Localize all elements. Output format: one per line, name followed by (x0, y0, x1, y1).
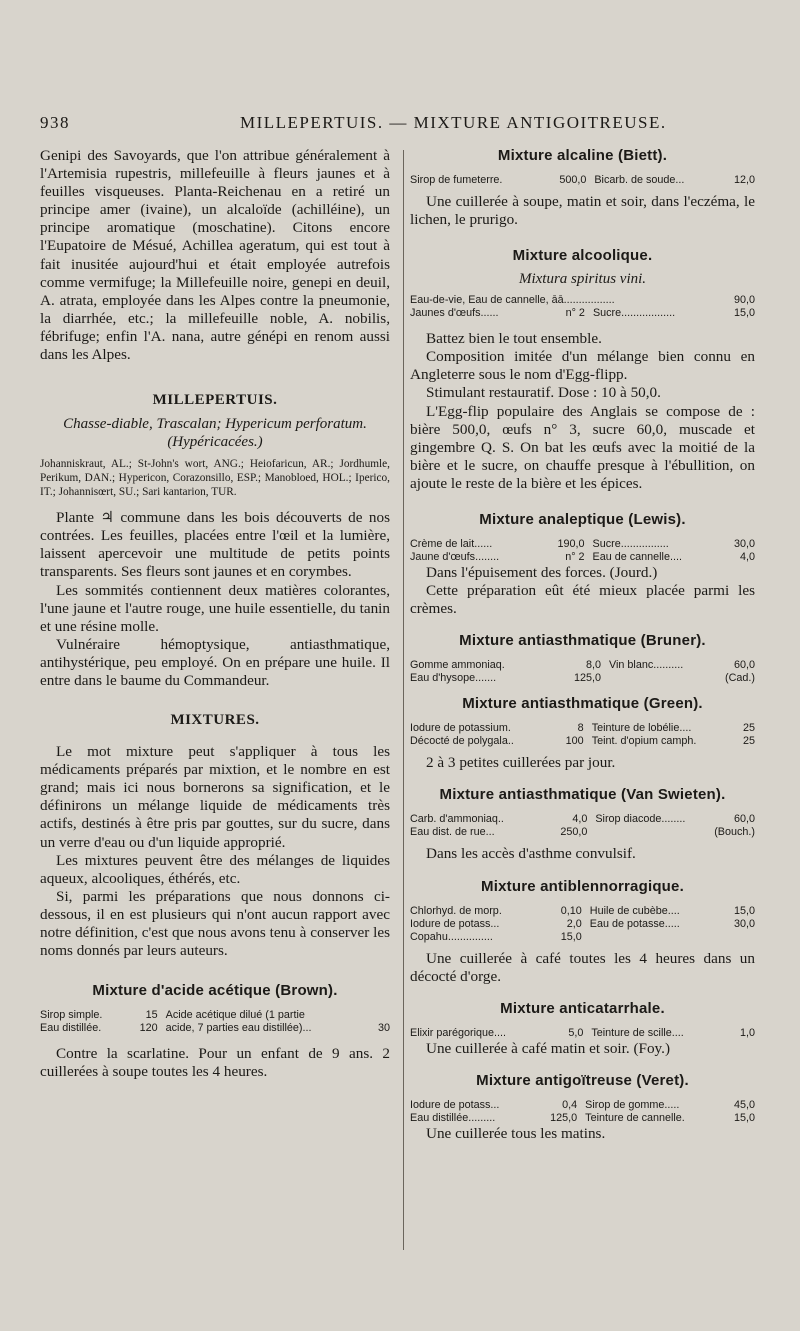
ingredient-cell: Huile de cubèbe.... (589, 904, 680, 917)
alcoolique-heading: Mixture alcoolique. (512, 247, 653, 265)
quantity-cell: 100 (565, 735, 584, 748)
ingredient-cell: Iodure de potass... (410, 1098, 500, 1111)
ingredient-cell: Décocté de polygala.. (410, 735, 514, 748)
ingredient-cell: Chlorhyd. de morp. (410, 904, 502, 917)
alcoolique-dose: Stimulant restauratif. Dose : 10 à 50,0. (426, 384, 661, 402)
recipe-row (410, 826, 755, 839)
alcoolique-origin: Composition imitée d'un mélange bien connu en Angleterre sous le nom d'Egg-flipp. (410, 348, 755, 384)
alcoolique-subtitle: Mixtura spiritus vini. (518, 271, 647, 288)
ingredient-cell: Acide acétique dilué (1 partie (165, 1009, 305, 1022)
acetique-heading: Mixture d'acide acétique (Brown). (92, 982, 338, 1000)
ingredient-cell: Eau de potasse..... (589, 917, 680, 930)
antiblennorragique-usage: Une cuillerée à café toutes les 4 heures dans un décocté d'orge. (410, 949, 755, 985)
quantity-cell: n° 2 (565, 307, 585, 320)
ingredient-cell: Jaunes d'œufs...... (410, 307, 499, 320)
ingredient-cell: Sirop de fumeterre. (410, 174, 503, 186)
quantity-cell: 90,0 (733, 294, 755, 307)
quantity-cell: 15 (145, 1009, 158, 1022)
recipe-row (410, 672, 755, 685)
ingredient-cell: Eau dist. de rue... (410, 826, 495, 839)
recipe-row (40, 1009, 390, 1022)
ingredient-cell: Eau d'hysope....... (410, 672, 497, 685)
acetique-usage: Contre la scarlatine. Pour un enfant de 9 ans. 2 cuillerées à soupe toutes les 4 heures. (40, 1045, 390, 1081)
recipe-row (410, 538, 755, 551)
millepertuis-uses: Vulnéraire hémoptysique, antiasthmatique, antihystérique, peu employé. On en prépare une huile. Il entre dans le baume du Commandeur. (40, 635, 390, 689)
alcoolique-egg-flip: L'Egg-flip populaire des Anglais se compose de : bière 500,0, œufs n° 3, sucre 60,0, muscade et gingembre Q. S. On bat les œufs avec la moitié de la bière et le sucre, on chauffe presque à l'ébullition, on ajoute le reste de la bière et les épices. (410, 402, 755, 492)
millepertuis-description: Plante ♃ commune dans les bois découverts de nos contrées. Les feuilles, placées entre l'œil et la lumière, laissent apercevoir une multitude de petits points transparents. Ses fleurs sont jaunes et en corymbes. (40, 509, 390, 581)
ingredient-cell: acide, 7 parties eau distillée)... (165, 1022, 312, 1035)
recipe-row (410, 294, 755, 307)
recipe-row (410, 659, 755, 672)
swieten-usage: Dans les accès d'asthme convulsif. (426, 845, 636, 863)
recipe-row (410, 813, 755, 826)
ingredient-cell: Sucre................ (592, 538, 669, 551)
recipe-row (410, 307, 755, 320)
ingredient-cell: Eau de cannelle.... (592, 551, 682, 564)
ingredient-cell: Jaune d'œufs........ (410, 551, 500, 564)
recipe-row (410, 931, 755, 944)
antigoitreuse-usage: Une cuillerée tous les matins. (426, 1124, 606, 1142)
recipe-row (410, 1112, 755, 1125)
recipe-row (410, 905, 755, 918)
mixtures-kinds: Les mixtures peuvent être des mélanges de liquides aqueux, alcooliques, éthérés, etc. (40, 851, 390, 887)
ingredient-cell: Sirop simple. (40, 1009, 103, 1022)
quantity-cell: 15,0 (733, 307, 755, 320)
ingredient-cell: Eau distillée. (40, 1022, 102, 1035)
page-number: 938 (40, 113, 70, 132)
millepertuis-synonyms: Johanniskraut, AL.; St-John's wort, ANG.; Heiofaricun, AR.; Jordhumle, Perikum, DAN.; Hypericon, Corazonsillo, ESP.; Manobloed, HOL.; Iperico, IT.; Johannisœrt, SU.; Sari kantarion, TUR. (40, 458, 390, 499)
quantity-cell: 125,0 (550, 1111, 578, 1124)
alcoolique-recipe-table (410, 294, 755, 320)
ingredient-cell: Iodure de potassium. (410, 722, 511, 735)
quantity-cell: 60,0 (733, 813, 755, 826)
alcoolique-instruction: Battez bien le tout ensemble. (426, 330, 602, 348)
quantity-cell: 25 (742, 722, 755, 735)
bruner-recipe-table (410, 659, 755, 685)
mixtures-heading: MIXTURES. (170, 712, 260, 729)
swieten-heading: Mixture antiasthmatique (Van Swieten). (439, 786, 726, 804)
ingredient-cell: Sucre.................. (592, 307, 676, 320)
page-title: MILLEPERTUIS. — MIXTURE ANTIGOITREUSE. (240, 113, 667, 132)
mixtures-definition: Le mot mixture peut s'appliquer à tous les médicaments préparés par mixtion, et le nombre en est grand; mais ici nous bornerons sa signification, et le définirons un mélange liquide de médicaments très actifs, destinés à être pris par gouttes, sur du sucre, dans un verre d'eau ou d'un liquide approprié. (40, 743, 390, 851)
ingredient-cell: Elixir parégorique.... (410, 1026, 507, 1039)
ingredient-cell: Copahu............... (410, 930, 493, 943)
antiblennorragique-recipe-table (410, 905, 755, 944)
alcaline-heading: Mixture alcaline (Biett). (497, 147, 668, 164)
author-cell: (Bouch.) (714, 826, 755, 839)
quantity-cell: 4,0 (572, 813, 588, 826)
ingredient-cell: Bicarb. de soude... (594, 174, 685, 186)
ingredient-cell: Sirop de gomme..... (585, 1098, 680, 1111)
genepi-paragraph: Genipi des Savoyards, que l'on attribue généralement à l'Artemisia rupestris, millefeuille à fleurs jaunes et à feuilles visqueuses. Planta-Reichenau en a retiré un principe amer (ivaine), un alcaloïde (achilléine), un principe aromatique (moschatine). Citons encore l'Eupatoire de Mésué, Achillea ageratum, qui est tout à fait inusitée aujourd'hui et était employée autrefois comme vermifuge; la Millefeuille noire, genepi en deuil, A. atrata, employée dans les Alpes contre la pneumonie, la diarrhée, etc.; la millefeuille noble, A. nobilis, fébrifuge; enfin l'A. nana, autre génépi en renom aussi dans les Alpes. (40, 147, 390, 364)
quantity-cell: 12,0 (733, 174, 755, 186)
analeptique-usage: Dans l'épuisement des forces. (Jourd.) (426, 564, 658, 582)
antigoitreuse-recipe-table (410, 1099, 755, 1125)
alcaline-recipe-table (410, 174, 755, 187)
quantity-cell: 190,0 (557, 538, 585, 551)
quantity-cell: 15,0 (733, 904, 755, 917)
anticatarrhale-heading: Mixture anticatarrhale. (500, 999, 665, 1017)
quantity-cell: 25 (742, 735, 755, 748)
running-head (40, 113, 760, 137)
ingredient-cell: Eau distillée......... (410, 1111, 496, 1124)
ingredient-cell: Eau-de-vie, Eau de cannelle, āā................. (410, 294, 615, 307)
quantity-cell: 1,0 (739, 1026, 755, 1039)
quantity-cell: 0,10 (560, 904, 582, 917)
anticatarrhale-recipe-table (410, 1027, 755, 1040)
ingredient-cell: Teinture de cannelle. (585, 1111, 685, 1124)
millepertuis-composition: Les sommités contiennent deux matières colorantes, l'une jaune et l'autre rouge, une huile essentielle, du tanin et une résine molle. (40, 581, 390, 635)
analeptique-heading: Mixture analeptique (Lewis). (479, 511, 686, 529)
green-usage: 2 à 3 petites cuillerées par jour. (426, 754, 616, 772)
alcaline-usage: Une cuillerée à soupe, matin et soir, dans l'eczéma, le lichen, le prurigo. (410, 193, 755, 229)
analeptique-note: Cette préparation eût été mieux placée parmi les crèmes. (410, 582, 755, 618)
quantity-cell: 2,0 (566, 917, 582, 930)
quantity-cell: 4,0 (739, 551, 755, 564)
millepertuis-subtitle: Chasse-diable, Trascalan; Hypericum perforatum. (Hypéricacées.) (63, 416, 367, 451)
ingredient-cell: Iodure de potass... (410, 917, 500, 930)
analeptique-recipe-table (410, 538, 755, 564)
quantity-cell: 125,0 (573, 672, 602, 685)
quantity-cell: 60,0 (733, 659, 755, 672)
recipe-row (410, 918, 755, 931)
green-recipe-table (410, 722, 755, 748)
mixtures-note: Si, parmi les préparations que nous donnons ci-dessous, il en est plusieurs qui n'ont aucun rapport avec notre définition, c'est que nous avons tenu à conserver les noms donnés par leurs auteurs. (40, 887, 390, 960)
quantity-cell: 15,0 (733, 1111, 755, 1124)
green-heading: Mixture antiasthmatique (Green). (462, 695, 703, 713)
recipe-row (410, 551, 755, 564)
column-divider (403, 150, 404, 1250)
antigoitreuse-heading: Mixture antigoïtreuse (Veret). (476, 1071, 689, 1089)
ingredient-cell: Carb. d'ammoniaq.. (410, 813, 504, 826)
recipe-row (410, 722, 755, 735)
quantity-cell: 8 (577, 722, 584, 735)
ingredient-cell: Teint. d'opium camph. (591, 735, 697, 748)
quantity-cell: 8,0 (586, 659, 602, 672)
acetique-recipe-table (40, 1009, 390, 1035)
ingredient-cell: Teinture de scille.... (591, 1026, 684, 1039)
recipe-row (410, 735, 755, 748)
quantity-cell: 250,0 (560, 826, 588, 839)
recipe-row (410, 1027, 755, 1040)
ingredient-cell: Gomme ammoniaq. (410, 659, 505, 672)
quantity-cell: 30 (377, 1022, 390, 1035)
quantity-cell (373, 1009, 390, 1022)
bruner-heading: Mixture antiasthmatique (Bruner). (459, 632, 706, 650)
quantity-cell: 45,0 (733, 1098, 755, 1111)
quantity-cell: 5,0 (568, 1026, 584, 1039)
swieten-recipe-table (410, 813, 755, 839)
quantity-cell: 30,0 (733, 538, 755, 551)
ingredient-cell: Teinture de lobélie.... (591, 722, 692, 735)
quantity-cell: 15,0 (560, 930, 582, 943)
quantity-cell: 120 (139, 1022, 158, 1035)
ingredient-cell: Vin blanc.......... (609, 659, 684, 672)
recipe-row (410, 1099, 755, 1112)
anticatarrhale-usage: Une cuillerée à café matin et soir. (Foy.) (426, 1039, 671, 1057)
quantity-cell: n° 2 (565, 551, 585, 564)
antiblennorragique-heading: Mixture antiblennorragique. (481, 877, 684, 895)
ingredient-cell: Sirop diacode........ (595, 813, 686, 826)
recipe-row (410, 174, 755, 187)
ingredient-cell: Crème de lait...... (410, 538, 493, 551)
quantity-cell: 500,0 (559, 174, 587, 186)
author-cell: (Cad.) (725, 672, 755, 685)
quantity-cell: 0,4 (562, 1098, 578, 1111)
right-column (410, 147, 755, 1143)
left-column (40, 147, 390, 1081)
recipe-row (40, 1022, 390, 1035)
quantity-cell: 30,0 (733, 917, 755, 930)
millepertuis-heading: MILLEPERTUIS. (152, 392, 278, 409)
